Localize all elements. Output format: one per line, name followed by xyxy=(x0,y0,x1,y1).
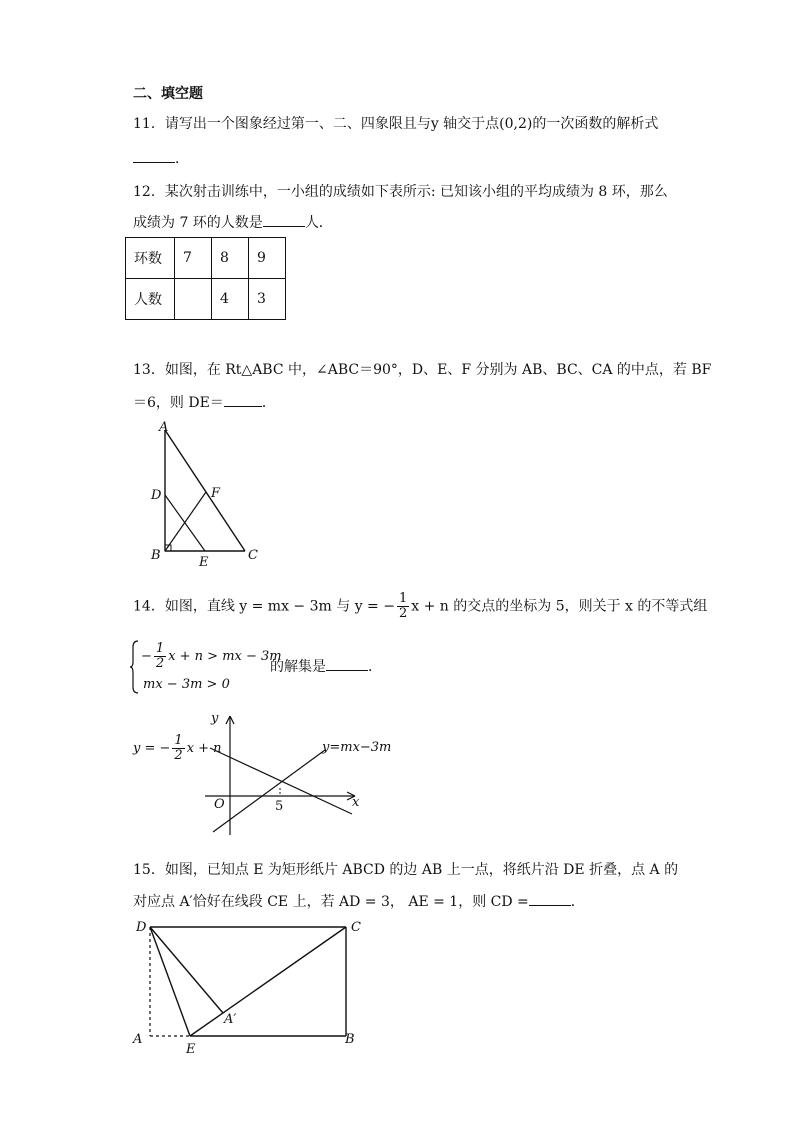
label-e: E xyxy=(199,555,209,570)
q14-tail xyxy=(270,656,382,677)
q12-text: 12．某次射击训练中，一小组的成绩如下表所示: 已知该小组的平均成绩为 8 环，那么 xyxy=(133,184,668,200)
q11-end: ． xyxy=(175,151,189,167)
table-cell: 9 xyxy=(249,238,286,279)
table-row xyxy=(126,238,286,279)
frac-den: 2 xyxy=(398,606,408,621)
sys-line1-pre: − xyxy=(141,649,152,664)
q13-text: 13．如图，在 Rt△ABC 中，∠ABC＝90°，D、E、F 分别为 AB、BC、CA 的中点，若 BF xyxy=(133,362,712,378)
section-title: 二、填空题 xyxy=(133,86,203,102)
q15-text: 15．如图，已知点 E 为矩形纸片 ABCD 的边 AB 上一点，将纸片沿 DE 折叠，点 A 的 xyxy=(133,862,679,878)
line-label-left xyxy=(133,734,222,763)
label-b: B xyxy=(151,548,161,563)
q14-blank xyxy=(326,656,368,671)
origin-label: O xyxy=(214,797,225,812)
line-label-right: y=mx−3m xyxy=(322,740,392,755)
q15-line2-pre: 对应点 A′恰好在线段 CE 上，若 AD = 3， AE = 1，则 CD = xyxy=(133,894,529,910)
table-cell: 3 xyxy=(249,279,286,320)
q12-line2 xyxy=(133,212,333,233)
q14-intro-pre: 14．如图，直线 y = mx − 3m 与 y = − xyxy=(133,598,395,615)
label-f: F xyxy=(211,486,221,501)
q14-end: ． xyxy=(368,659,382,675)
frac-den: 2 xyxy=(174,748,183,763)
table-cell xyxy=(175,279,212,320)
table-cell: 4 xyxy=(212,279,249,320)
label-e: E xyxy=(186,1042,196,1057)
frac-num: 1 xyxy=(398,591,408,606)
score-table xyxy=(125,237,286,320)
sys-line1-post: x + n > mx − 3m xyxy=(168,649,282,664)
line-graph xyxy=(200,710,440,840)
q13-line2-post: ． xyxy=(261,395,276,411)
label-a-prime: A′ xyxy=(224,1012,237,1027)
y-axis-label: y xyxy=(211,711,219,726)
table-cell: 人数 xyxy=(126,279,175,320)
label-left-post: x + n xyxy=(186,741,222,756)
label-d: D xyxy=(136,920,147,935)
q14-intro-post: x + n 的交点的坐标为 5，则关于 x 的不等式组 xyxy=(411,598,708,615)
rectangle-figure xyxy=(130,915,380,1055)
frac-den: 2 xyxy=(155,656,165,671)
q14-intro-fraction xyxy=(397,592,409,621)
label-left-fraction xyxy=(172,734,184,763)
table-cell: 环数 xyxy=(126,238,175,279)
label-d: D xyxy=(151,488,162,503)
table-row xyxy=(126,279,286,320)
system-brace xyxy=(130,640,140,694)
q13-line2 xyxy=(133,392,276,413)
q15-blank xyxy=(529,891,571,906)
q12-blank xyxy=(263,212,305,227)
q14-text xyxy=(133,592,707,621)
label-b: B xyxy=(345,1032,355,1047)
table-cell: 7 xyxy=(175,238,212,279)
label-c: C xyxy=(248,548,258,563)
label-left-pre: y = − xyxy=(133,741,171,756)
label-a: A xyxy=(159,420,169,435)
q11-answer-line xyxy=(133,148,189,169)
label-a: A xyxy=(133,1032,143,1047)
q15-line2 xyxy=(133,891,585,912)
q15-line2-post: ． xyxy=(570,894,585,910)
q12-line2-post: 人． xyxy=(304,215,333,231)
q12-line2-pre: 成绩为 7 环的人数是 xyxy=(133,215,263,231)
frac-num: 1 xyxy=(174,733,183,748)
label-c: C xyxy=(351,920,361,935)
q14-tail-text: 的解集是 xyxy=(270,659,326,675)
q11-blank xyxy=(133,148,175,163)
system-line-1 xyxy=(141,642,282,671)
x-axis-label: x xyxy=(352,795,360,810)
frac-num: 1 xyxy=(155,641,165,656)
q11-text: 11．请写出一个图象经过第一、二、四象限且与y 轴交于点(0,2)的一次函数的解析式 xyxy=(133,116,659,132)
sys-fraction xyxy=(154,642,166,671)
system-line-2: mx − 3m > 0 xyxy=(143,677,230,692)
tick-label-5: 5 xyxy=(275,799,284,814)
q13-line2-pre: ＝6，则 DE＝ xyxy=(133,395,224,411)
table-cell: 8 xyxy=(212,238,249,279)
triangle-figure xyxy=(145,420,285,570)
q13-blank xyxy=(224,392,262,407)
